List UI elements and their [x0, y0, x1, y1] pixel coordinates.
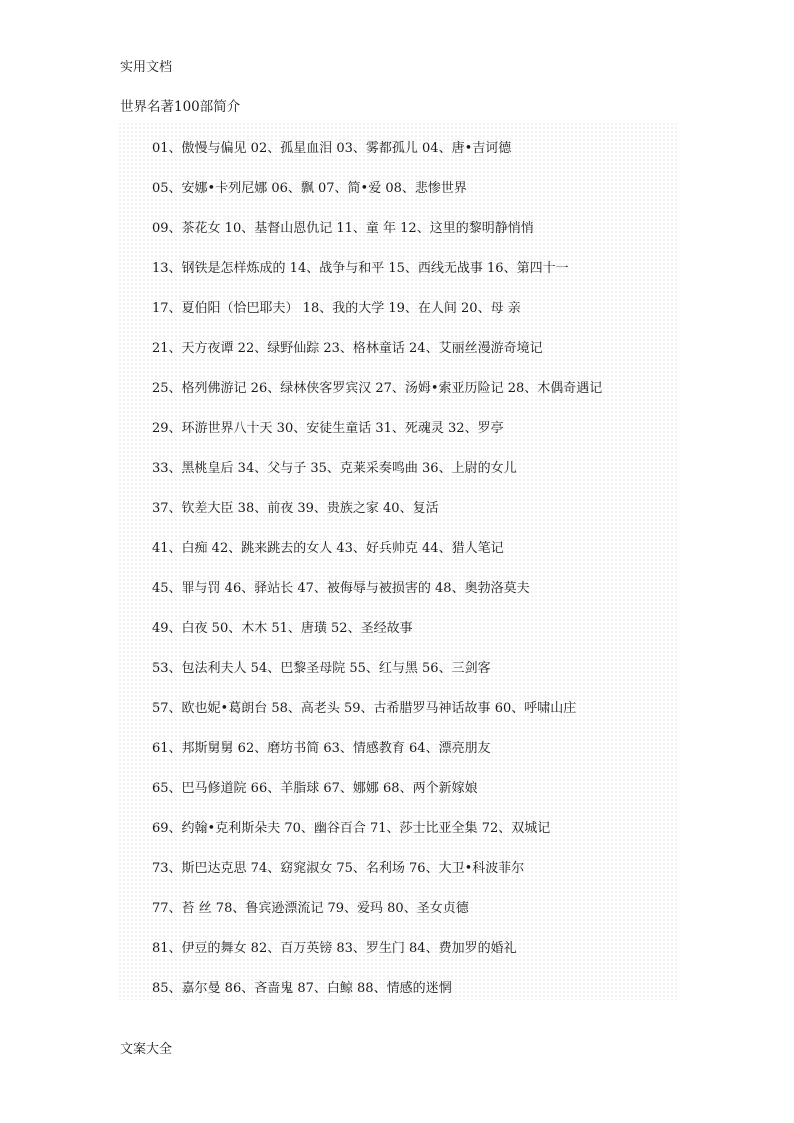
list-item: 29、环游世界八十天 30、安徒生童话 31、死魂灵 32、罗亭 — [152, 421, 504, 436]
list-item: 81、伊豆的舞女 82、百万英镑 83、罗生门 84、费加罗的婚礼 — [152, 941, 517, 956]
page-footer: 文案大全 — [120, 1042, 173, 1057]
list-item: 17、夏伯阳（恰巴耶夫） 18、我的大学 19、在人间 20、母 亲 — [152, 301, 521, 316]
document-title: 世界名著100部简介 — [120, 99, 241, 115]
book-list — [152, 139, 602, 1019]
list-item: 41、白痴 42、跳来跳去的女人 43、好兵帅克 44、猎人笔记 — [152, 541, 504, 556]
page-header: 实用文档 — [120, 60, 173, 75]
list-item: 25、格列佛游记 26、绿林侠客罗宾汉 27、汤姆•索亚历险记 28、木偶奇遇记 — [152, 381, 603, 396]
list-item: 37、钦差大臣 38、前夜 39、贵族之家 40、复活 — [152, 501, 439, 516]
list-item: 73、斯巴达克思 74、窈窕淑女 75、名利场 76、大卫•科波菲尔 — [152, 861, 525, 876]
list-item: 65、巴马修道院 66、羊脂球 67、娜娜 68、两个新嫁娘 — [152, 781, 478, 796]
list-item: 01、傲慢与偏见 02、孤星血泪 03、雾都孤儿 04、唐•吉诃德 — [152, 141, 512, 156]
list-item: 33、黑桃皇后 34、父与子 35、克莱采奏鸣曲 36、上尉的女儿 — [152, 461, 517, 476]
list-item: 69、约翰•克利斯朵夫 70、幽谷百合 71、莎士比亚全集 72、双城记 — [152, 821, 551, 836]
list-item: 53、包法利夫人 54、巴黎圣母院 55、红与黑 56、三剑客 — [152, 661, 491, 676]
list-item: 05、安娜•卡列尼娜 06、飘 07、简•爱 08、悲惨世界 — [152, 181, 467, 196]
list-item: 21、天方夜谭 22、绿野仙踪 23、格林童话 24、艾丽丝漫游奇境记 — [152, 341, 543, 356]
list-item: 77、苔 丝 78、鲁宾逊漂流记 79、爱玛 80、圣女贞德 — [152, 901, 469, 916]
list-item: 13、钢铁是怎样炼成的 14、战争与和平 15、西线无战事 16、第四十一 — [152, 261, 569, 276]
list-item: 85、嘉尔曼 86、吝啬鬼 87、白鲸 88、情感的迷惘 — [152, 981, 452, 996]
list-item: 09、茶花女 10、基督山恩仇记 11、童 年 12、这里的黎明静悄悄 — [152, 221, 534, 236]
list-item: 57、欧也妮•葛朗台 58、高老头 59、古希腊罗马神话故事 60、呼啸山庄 — [152, 701, 577, 716]
list-item: 61、邦斯舅舅 62、磨坊书简 63、情感教育 64、漂亮朋友 — [152, 741, 491, 756]
list-item: 45、罪与罚 46、驿站长 47、被侮辱与被损害的 48、奥勃洛莫夫 — [152, 581, 530, 596]
list-item: 49、白夜 50、木木 51、唐璜 52、圣经故事 — [152, 621, 413, 636]
